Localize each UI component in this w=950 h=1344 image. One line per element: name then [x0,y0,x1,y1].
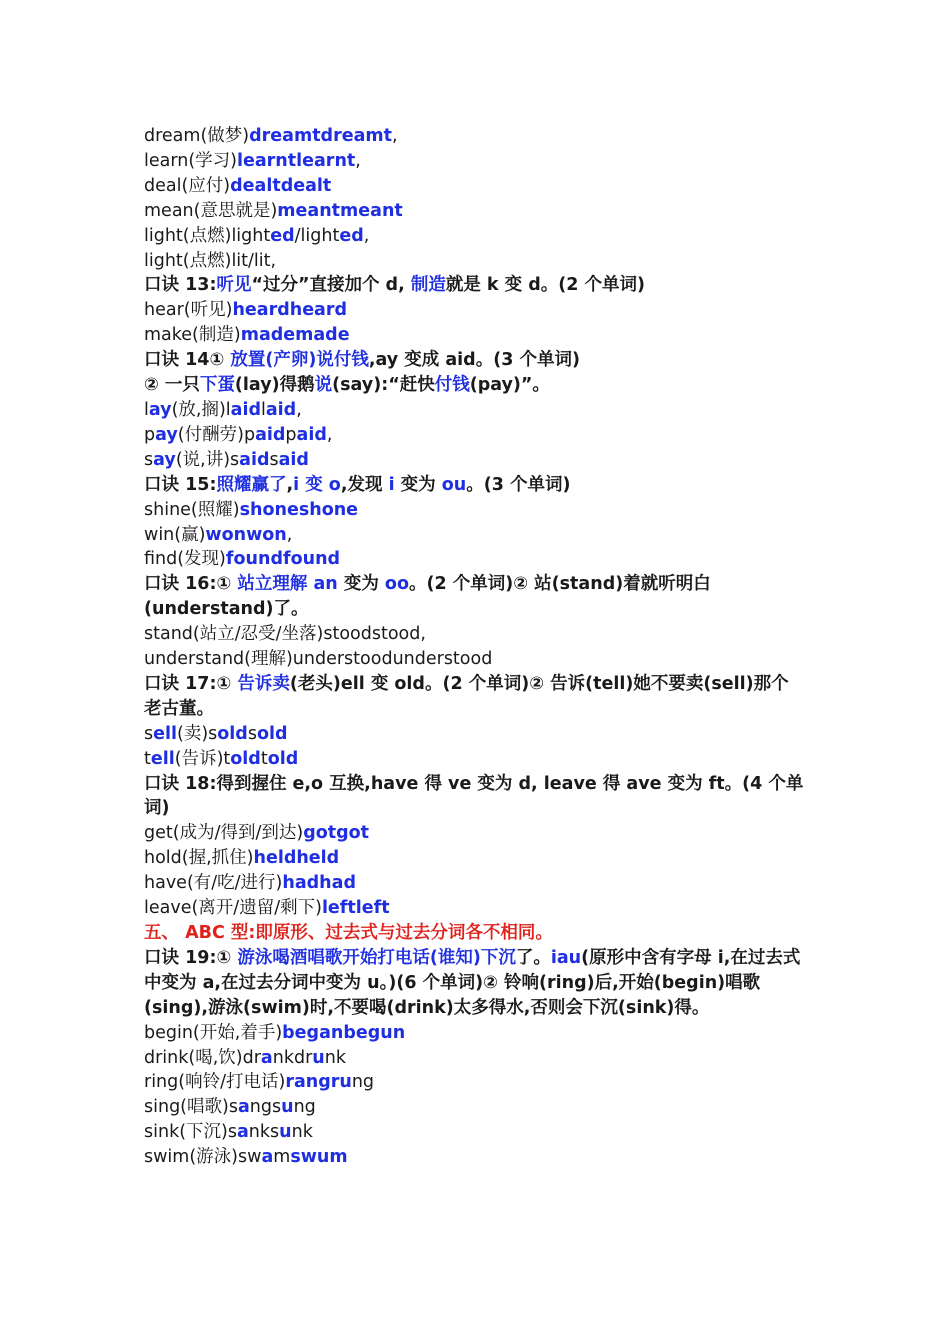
verb-entry-line [144,423,804,448]
text-segment: shine(照耀) [144,499,240,520]
verb-entry-line [144,298,804,323]
text-segment: 说 [314,375,333,396]
text-segment: “过分”直接加个 d, [251,275,411,296]
verb-entry-line [144,149,804,174]
text-segment: ay [155,424,178,445]
text-segment: ay [153,449,176,470]
text-segment: gotgot [303,823,370,844]
text-segment: ell [153,723,177,744]
text-segment: aid [230,399,261,420]
text-segment: , [286,474,294,495]
text-segment: , [392,126,398,146]
document-page [144,124,804,1170]
text-segment: heldheld [253,848,340,869]
text-segment: ay [148,399,172,420]
verb-entry-line [144,174,804,199]
text-segment: have(有/吃/进行) [144,873,283,894]
text-segment: aid [296,424,327,445]
text-segment: p [144,424,156,445]
text-segment: old [217,723,248,744]
verb-entry-line [144,1021,804,1046]
text-segment: swim(游泳)sw [144,1147,262,1168]
text-segment: begin(开始,着手) [144,1022,283,1043]
mnemonic-rule-line [144,946,804,1021]
text-segment: , [326,424,333,445]
verb-entry-line [144,448,804,473]
text-segment: meantmeant [277,200,403,221]
text-segment: sink(下沉)s [144,1122,237,1143]
mnemonic-rule-line [144,473,804,498]
text-segment: (付酬劳)p [177,424,256,445]
verb-entry-line [144,1070,804,1095]
text-segment: 了。 [515,947,551,968]
text-segment: a [237,1097,250,1118]
text-segment: (卖)s [177,723,218,744]
text-segment: , [355,150,361,171]
text-segment: a [236,1122,249,1143]
verb-entry-line [144,1046,804,1071]
text-segment: l [144,399,149,420]
text-segment: ring(响铃/打电话) [144,1072,286,1093]
text-segment: 口诀 18:得到握住 e,o 互换,have 得 ve 变为 d, leave 得 ave 变为 ft。(4 个单 词) [144,773,804,819]
text-segment: old [267,748,299,769]
text-segment: 口诀 15: [144,474,217,495]
text-segment: nkdr [272,1047,313,1068]
mnemonic-rule-line [144,572,804,622]
text-segment: ngs [249,1097,282,1118]
text-segment: 口诀 14① [144,350,231,371]
text-segment: 。(3 个单词) [466,474,571,495]
text-segment: mean(意思就是) [144,200,278,221]
text-segment: ng [293,1097,316,1118]
text-segment: dream(做梦) [144,126,250,146]
text-segment: 变为 [394,474,442,495]
text-segment: a [260,1047,273,1068]
text-segment: 站立理解 an [237,574,338,595]
text-segment: l [261,399,266,420]
verb-entry-line [144,124,804,149]
text-segment: u [279,1122,292,1143]
text-segment: ng [351,1072,375,1093]
verb-entry-line [144,647,804,672]
text-segment: beganbegun [282,1022,406,1043]
verb-entry-line [144,846,804,871]
text-segment: drink(喝,饮)dr [144,1047,261,1068]
text-segment: sing(唱歌)s [144,1097,238,1118]
verb-entry-line [144,1120,804,1145]
text-segment: 照耀赢了 [216,474,287,495]
text-segment: aid [265,399,297,420]
text-segment: (lay)得鹅 [234,375,315,396]
text-segment: oo [384,574,409,595]
text-segment: 口诀 17:① [144,673,238,694]
text-segment: 告诉卖 [237,673,290,694]
mnemonic-rule-line [144,672,804,722]
text-segment: (告诉)t [174,748,231,769]
text-segment: ② 一只 [144,375,200,396]
text-segment: a [261,1147,274,1168]
text-segment: (say):“赶快 [332,375,435,396]
text-segment: stand(站立/忍受/坐落)stoodstood, [144,624,426,645]
text-segment: shoneshone [239,499,359,520]
text-segment: ell [150,748,175,769]
verb-entry-line [144,523,804,548]
verb-entry-line [144,722,804,747]
mnemonic-rule-line [144,273,804,298]
text-segment: t [144,748,151,769]
text-segment: (说,讲)s [175,449,240,470]
verb-entry-line [144,199,804,224]
text-segment: 五、 ABC 型:即原形、过去式与过去分词各不相同。 [144,923,553,943]
verb-entry-line [144,547,804,572]
text-segment: , [363,225,370,246]
text-segment: leave(离开/遗留/剩下) [144,898,322,919]
text-segment: wonwon [205,524,287,545]
text-segment: (老头)ell 变 old。(2 个单词)② 告诉(tell)她不要卖(sell)那个老古董。 [144,673,789,719]
mnemonic-rule-line [144,772,804,822]
text-segment: 口诀 16:① [144,574,238,595]
text-segment: learntlearnt [237,150,356,171]
text-segment: 就是 k 变 d。(2 个单词) [445,275,646,296]
text-segment: s [269,449,279,470]
verb-entry-line [144,498,804,523]
text-segment: light(点燃)light [144,225,271,246]
text-segment: learn(学习) [144,150,237,171]
text-segment: i [388,474,395,495]
text-segment: u [312,1047,325,1068]
text-segment: dreamtdreamt [249,126,392,146]
text-segment: understand(理解)understoodunderstood [144,649,493,670]
text-segment: (放,搁)l [171,399,231,420]
verb-entry-line [144,821,804,846]
text-segment: s [247,723,257,744]
text-segment: 口诀 19:① [144,947,238,968]
text-segment: m [273,1147,291,1168]
text-segment: /light [294,225,340,246]
verb-entry-line [144,1095,804,1120]
text-segment: 游泳喝酒唱歌开始打电话(谁知)下沉 [237,947,516,968]
text-segment: 变为 [337,574,385,595]
text-segment: 听见 [216,275,252,296]
text-segment: deal(应付) [144,175,231,196]
text-segment: 制造 [410,275,446,296]
text-segment: find(发现) [144,549,226,570]
text-segment: (pay)”。 [469,375,550,396]
text-segment: , [286,524,293,545]
text-segment: ou [441,474,467,495]
text-segment: s [144,723,154,744]
verb-entry-line [144,1145,804,1170]
text-segment: rangru [285,1072,352,1093]
text-segment: p [285,424,297,445]
text-segment: ed [270,225,295,246]
text-segment: aid [239,449,270,470]
text-segment: hadhad [282,873,356,894]
text-segment: light(点燃)lit/lit, [144,250,277,271]
text-segment: swum [290,1147,348,1168]
text-segment: 放置(产卵)说付钱 [230,350,369,371]
text-segment: make(制造) [144,325,241,346]
verb-entry-line [144,896,804,921]
mnemonic-rule-line [144,348,804,373]
text-segment: dealtdealt [230,175,332,196]
text-segment: ed [339,225,364,246]
text-segment: 口诀 13: [144,275,217,296]
text-segment: leftleft [321,898,390,919]
text-segment: nk [291,1122,313,1143]
text-segment: iau [550,947,582,968]
text-segment: 付钱 [434,375,470,396]
text-segment: ,ay 变成 aid。(3 个单词) [368,350,580,371]
text-segment: foundfound [225,549,341,570]
mnemonic-rule-line [144,373,804,398]
text-segment: mademade [240,325,350,346]
text-segment: 。(2 个单词)② 站(stand)着就听明白 (understand)了。 [144,574,711,620]
text-segment: ,发现 [340,474,389,495]
verb-entry-line [144,249,804,274]
text-segment: aid [255,424,286,445]
text-segment: get(成为/得到/到达) [144,823,304,844]
text-segment: heardheard [232,300,348,321]
verb-entry-line [144,622,804,647]
verb-entry-line [144,871,804,896]
text-segment: hear(听见) [144,300,233,321]
text-segment: old [256,723,288,744]
text-segment: old [230,748,261,769]
text-segment: t [260,748,268,769]
text-segment: 下蛋 [199,375,235,396]
text-segment: i 变 o [293,474,341,495]
text-segment: win(赢) [144,524,206,545]
text-segment: aid [278,449,309,470]
text-segment: nk [324,1047,346,1068]
text-segment: s [144,449,154,470]
verb-entry-line [144,747,804,772]
verb-entry-line [144,224,804,249]
text-segment: , [296,399,302,420]
text-segment: (原形中含有字母 i,在过去式中变为 a,在过去分词中变为 u。)(6 个单词)② 铃响(ring)后,开始(begin)唱歌 (sing),游泳(swim)时,不要喝(drink)太多得水,否则会下沉(sink)得。 [144,947,801,1018]
verb-entry-line [144,398,804,423]
section-heading [144,921,804,946]
text-segment: nks [248,1122,280,1143]
text-segment: hold(握,抓住) [144,848,254,869]
text-segment: u [281,1097,294,1118]
verb-entry-line [144,323,804,348]
